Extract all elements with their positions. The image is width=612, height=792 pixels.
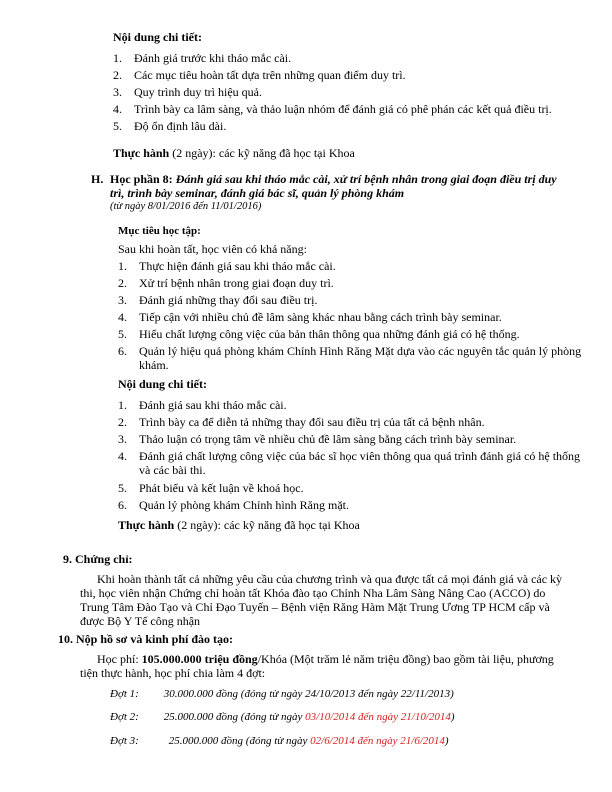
- section-9-line4: được Bộ Y Tế công nhận: [80, 614, 201, 628]
- list-item: 4. Đánh giá chất lượng công việc của bác sĩ học viên thông qua quá trình đánh giá có hệ thống và các bài thi.: [118, 449, 581, 477]
- section-h-dates: (từ ngày 8/01/2016 đến 11/01/2016): [110, 201, 262, 212]
- section-h-letter: H.: [91, 172, 104, 186]
- installment-2: Đợt 2: 25.000.000 đồng (đóng từ ngày 03/10/2014 đến ngày 21/10/2014): [110, 711, 455, 723]
- section-10-heading: 10. Nộp hồ sơ và kinh phí đào tạo:: [58, 632, 234, 646]
- list-item: 5. Hiểu chất lượng công việc của bản thân thông qua những đánh giá có hệ thống.: [118, 327, 520, 341]
- list-item: 4. Trình bày ca lâm sàng, và thảo luận nhóm để đánh giá có phê phán các kết quả điều trị.: [113, 102, 552, 116]
- section-h-content-list: [118, 398, 593, 515]
- list-item: 1. Thực hiện đánh giá sau khi tháo mắc cài.: [118, 259, 336, 273]
- list-item: 3. Quy trình duy trì hiệu quả.: [113, 85, 262, 99]
- section-h-objectives-list: [118, 259, 593, 374]
- list-item: 3. Thảo luận có trọng tâm về nhiều chủ đề lâm sàng bằng cách trình bày seminar.: [118, 432, 517, 446]
- section-g-content-list: [113, 51, 583, 136]
- section-h-title-line2: trì, trình bày seminar, đánh giá bác sĩ, quản lý phòng khám: [110, 186, 405, 200]
- section-h-content-heading: Nội dung chi tiết:: [118, 377, 208, 391]
- section-10-fee-line2: tiện thực hành, học phí chia làm 4 đợt:: [80, 666, 266, 680]
- section-h-objectives-heading: Mục tiêu học tập:: [118, 225, 201, 237]
- section-10-fee-line1: Học phí: 105.000.000 triệu đồng/Khóa (Một trăm lẻ năm triệu đồng) bao gồm tài liệu, phương: [97, 652, 554, 666]
- section-9-line1: Khi hoàn thành tất cả những yêu cầu của chương trình và qua được tất cả mọi đánh giá và các kỳ: [97, 572, 563, 586]
- list-item: 5. Độ ổn định lâu dài.: [113, 119, 227, 133]
- list-item: 5. Phát biểu và kết luận về khoá học.: [118, 481, 304, 495]
- section-9-line2: thi, học viên nhận Chứng chỉ hoàn tất Khóa đào tạo Chỉnh Nha Lâm Sàng Nâng Cao (ACCO) do: [80, 586, 546, 600]
- list-item: 6. Quản lý phòng khám Chỉnh hình Răng mặt.: [118, 498, 349, 512]
- section-h-practice: Thực hành (2 ngày): các kỹ năng đã học tại Khoa: [118, 518, 360, 532]
- installment-1: Đợt 1: 30.000.000 đồng (đóng từ ngày 24/10/2013 đến ngày 22/11/2013): [110, 688, 454, 700]
- list-item: 1. Đánh giá trước khi tháo mắc cài.: [113, 51, 292, 65]
- list-item: 2. Xử trí bệnh nhân trong giai đoạn duy trì.: [118, 276, 334, 290]
- list-item: 2. Trình bày ca để diễn tả những thay đổi sau điều trị của tất cả bệnh nhân.: [118, 415, 485, 429]
- list-item: 3. Đánh giá những thay đổi sau điều trị.: [118, 293, 318, 307]
- section-g-content-heading: Nội dung chi tiết:: [113, 30, 203, 44]
- list-item: 2. Các mục tiêu hoàn tất dựa trên những quan điểm duy trì.: [113, 68, 406, 82]
- section-h-title-line1: Học phần 8: Đánh giá sau khi tháo mắc cài, xử trí bệnh nhân trong giai đoạn điều trị duy: [110, 172, 557, 186]
- list-item: 1. Đánh giá sau khi tháo mắc cài.: [118, 398, 287, 412]
- section-9-heading: 9. Chứng chỉ:: [63, 552, 133, 566]
- installment-3: Đợt 3: 25.000.000 đồng (đóng từ ngày 02/6/2014 đến ngày 21/6/2014): [110, 735, 449, 747]
- section-h-objectives-intro: Sau khi hoàn tất, học viên có khả năng:: [118, 242, 307, 256]
- list-item: 6. Quản lý hiệu quả phòng khám Chỉnh Hình Răng Mặt dựa vào các nguyên tắc quản lý phòng khám.: [118, 344, 582, 372]
- list-item: 4. Tiếp cận với nhiều chủ đề lâm sàng khác nhau bằng cách trình bày seminar.: [118, 310, 502, 324]
- section-9-line3: Trung Tâm Đào Tạo và Chỉ Đạo Tuyến – Bệnh viện Răng Hàm Mặt Trung Ương TP HCM cấp và: [80, 600, 550, 614]
- section-g-practice: Thực hành (2 ngày): các kỹ năng đã học tại Khoa: [113, 146, 355, 160]
